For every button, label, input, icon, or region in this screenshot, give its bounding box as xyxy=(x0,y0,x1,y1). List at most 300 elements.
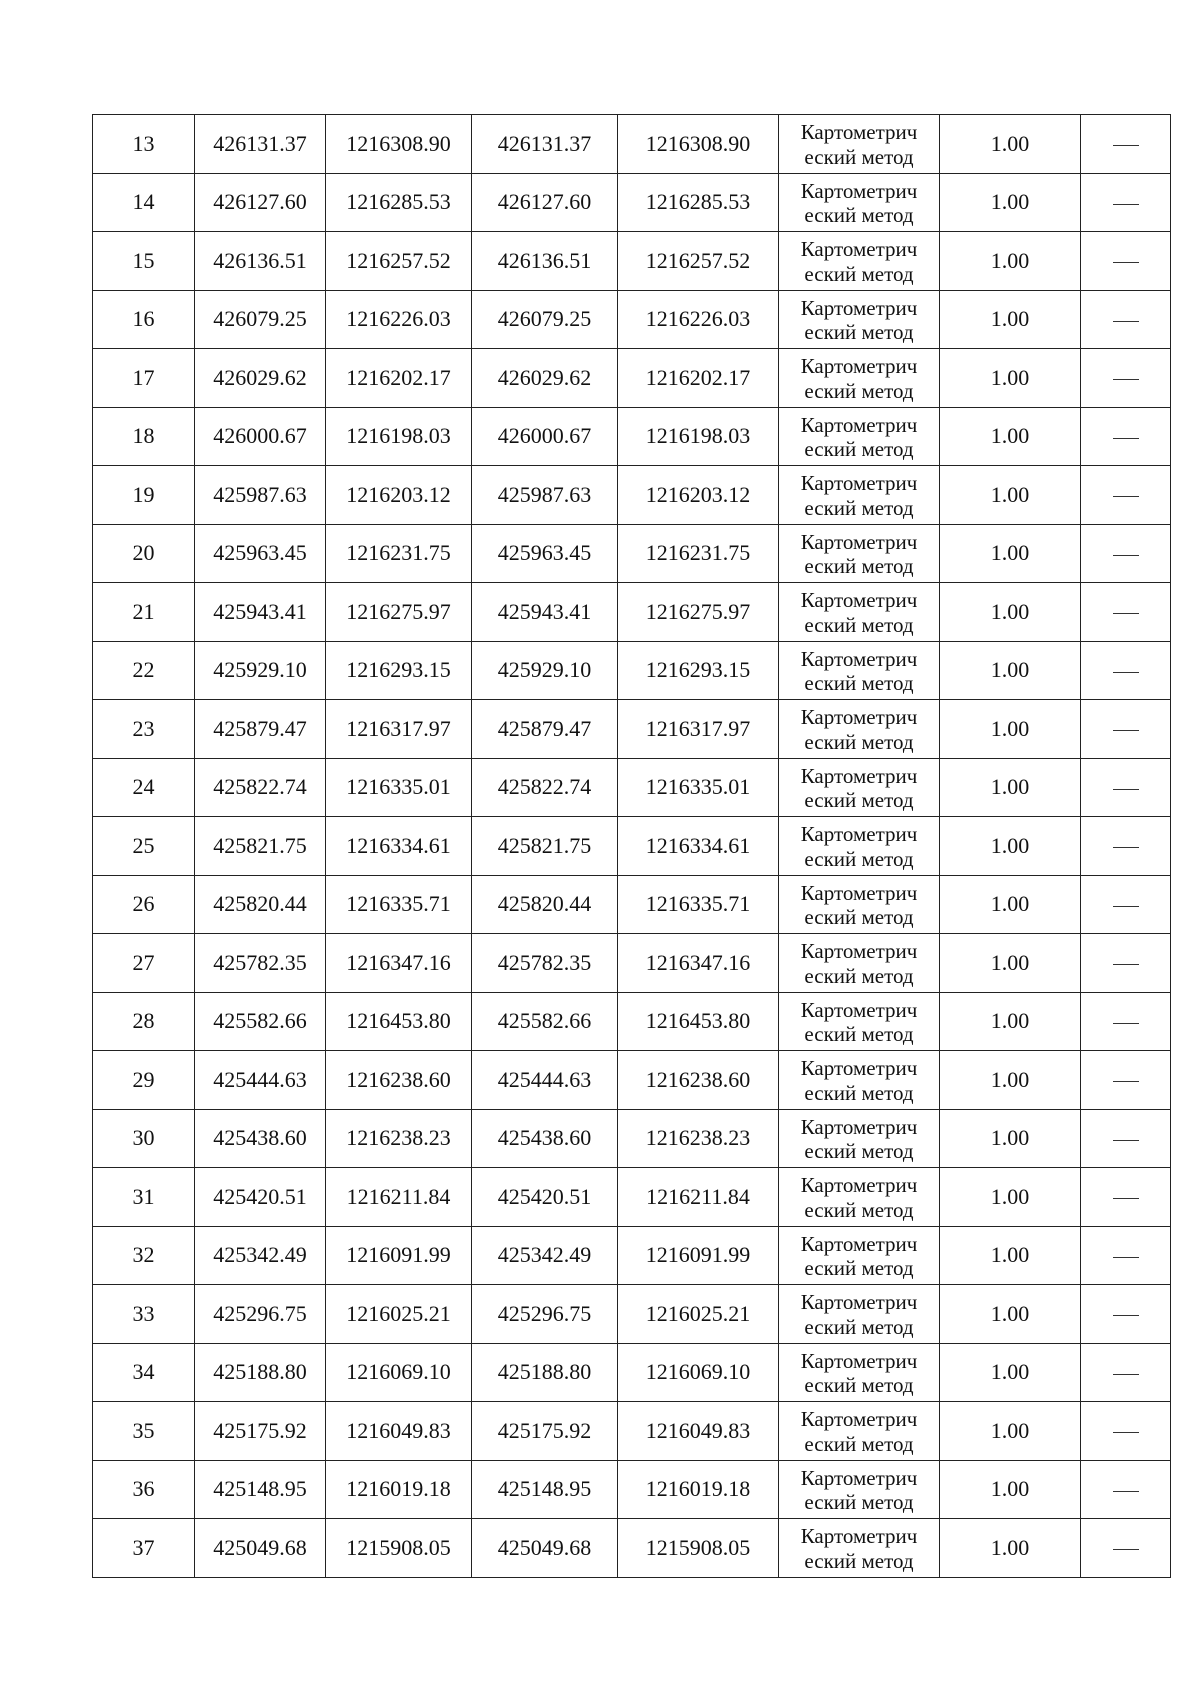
method-line-1: Картометрич xyxy=(800,1173,918,1198)
method-line-1: Картометрич xyxy=(800,1348,918,1373)
x-coordinate-cell: 425943.41 xyxy=(195,583,326,642)
method-line-2: еский метод xyxy=(804,1139,914,1164)
dash-icon xyxy=(1113,1374,1139,1375)
dash-icon xyxy=(1113,906,1139,907)
method-line-1: Картометрич xyxy=(800,471,918,496)
dash-cell xyxy=(1081,1226,1171,1285)
point-number-cell: 19 xyxy=(93,466,195,525)
method-line-1: Картометрич xyxy=(800,354,918,379)
method-cell xyxy=(779,875,940,934)
x-coordinate-2-cell: 425987.63 xyxy=(472,466,618,525)
method-line-1: Картометрич xyxy=(800,1231,918,1256)
method-line-2: еский метод xyxy=(804,261,914,286)
dash-cell xyxy=(1081,1402,1171,1461)
accuracy-cell: 1.00 xyxy=(940,232,1081,291)
point-number-cell: 26 xyxy=(93,875,195,934)
method-line-2: еский метод xyxy=(804,144,914,169)
table-row xyxy=(93,115,1171,174)
point-number-cell: 15 xyxy=(93,232,195,291)
point-number-cell: 31 xyxy=(93,1168,195,1227)
x-coordinate-cell: 425929.10 xyxy=(195,641,326,700)
y-coordinate-cell: 1216069.10 xyxy=(326,1343,472,1402)
point-number-cell: 27 xyxy=(93,934,195,993)
method-line-2: еский метод xyxy=(804,1431,914,1456)
y-coordinate-cell: 1216025.21 xyxy=(326,1285,472,1344)
dash-cell xyxy=(1081,349,1171,408)
method-line-1: Картометрич xyxy=(800,939,918,964)
table-row xyxy=(93,466,1171,525)
y-coordinate-2-cell: 1216275.97 xyxy=(618,583,779,642)
method-line-1: Картометрич xyxy=(800,880,918,905)
x-coordinate-cell: 425822.74 xyxy=(195,758,326,817)
dash-cell xyxy=(1081,992,1171,1051)
method-line-2: еский метод xyxy=(804,788,914,813)
x-coordinate-cell: 426127.60 xyxy=(195,173,326,232)
accuracy-cell: 1.00 xyxy=(940,1168,1081,1227)
table-row xyxy=(93,1285,1171,1344)
method-line-2: еский метод xyxy=(804,495,914,520)
method-cell xyxy=(779,1343,940,1402)
method-line-1: Картометрич xyxy=(800,822,918,847)
table-row xyxy=(93,1109,1171,1168)
dash-icon xyxy=(1113,613,1139,614)
table-row xyxy=(93,1226,1171,1285)
y-coordinate-2-cell: 1216317.97 xyxy=(618,700,779,759)
x-coordinate-2-cell: 425782.35 xyxy=(472,934,618,993)
y-coordinate-2-cell: 1216293.15 xyxy=(618,641,779,700)
y-coordinate-cell: 1216198.03 xyxy=(326,407,472,466)
y-coordinate-cell: 1216257.52 xyxy=(326,232,472,291)
method-cell xyxy=(779,817,940,876)
y-coordinate-cell: 1216335.01 xyxy=(326,758,472,817)
table-row xyxy=(93,1168,1171,1227)
point-number-cell: 21 xyxy=(93,583,195,642)
dash-cell xyxy=(1081,1285,1171,1344)
y-coordinate-2-cell: 1216308.90 xyxy=(618,115,779,174)
table-row xyxy=(93,992,1171,1051)
method-line-2: еский метод xyxy=(804,1080,914,1105)
method-cell xyxy=(779,407,940,466)
method-cell xyxy=(779,1519,940,1578)
x-coordinate-2-cell: 425929.10 xyxy=(472,641,618,700)
point-number-cell: 30 xyxy=(93,1109,195,1168)
accuracy-cell: 1.00 xyxy=(940,875,1081,934)
point-number-cell: 22 xyxy=(93,641,195,700)
dash-cell xyxy=(1081,700,1171,759)
table-row xyxy=(93,1402,1171,1461)
accuracy-cell: 1.00 xyxy=(940,1051,1081,1110)
table-row xyxy=(93,700,1171,759)
method-line-1: Картометрич xyxy=(800,120,918,145)
dash-icon xyxy=(1113,1549,1139,1550)
method-line-1: Картометрич xyxy=(800,1407,918,1432)
dash-icon xyxy=(1113,1023,1139,1024)
dash-icon xyxy=(1113,496,1139,497)
x-coordinate-cell: 426131.37 xyxy=(195,115,326,174)
coordinates-table xyxy=(92,114,1171,1578)
y-coordinate-cell: 1216347.16 xyxy=(326,934,472,993)
y-coordinate-cell: 1216203.12 xyxy=(326,466,472,525)
method-cell xyxy=(779,1402,940,1461)
x-coordinate-cell: 425963.45 xyxy=(195,524,326,583)
table-row xyxy=(93,641,1171,700)
method-line-1: Картометрич xyxy=(800,646,918,671)
dash-cell xyxy=(1081,524,1171,583)
y-coordinate-2-cell: 1216202.17 xyxy=(618,349,779,408)
method-line-2: еский метод xyxy=(804,437,914,462)
dash-cell xyxy=(1081,641,1171,700)
point-number-cell: 20 xyxy=(93,524,195,583)
method-line-1: Картометрич xyxy=(800,1056,918,1081)
x-coordinate-2-cell: 425049.68 xyxy=(472,1519,618,1578)
x-coordinate-cell: 425438.60 xyxy=(195,1109,326,1168)
y-coordinate-2-cell: 1216238.23 xyxy=(618,1109,779,1168)
accuracy-cell: 1.00 xyxy=(940,407,1081,466)
table-row xyxy=(93,349,1171,408)
y-coordinate-cell: 1216238.60 xyxy=(326,1051,472,1110)
y-coordinate-cell: 1216285.53 xyxy=(326,173,472,232)
x-coordinate-cell: 425582.66 xyxy=(195,992,326,1051)
point-number-cell: 18 xyxy=(93,407,195,466)
method-cell xyxy=(779,349,940,408)
point-number-cell: 17 xyxy=(93,349,195,408)
dash-cell xyxy=(1081,1109,1171,1168)
method-cell xyxy=(779,700,940,759)
x-coordinate-2-cell: 425342.49 xyxy=(472,1226,618,1285)
accuracy-cell: 1.00 xyxy=(940,758,1081,817)
x-coordinate-2-cell: 425444.63 xyxy=(472,1051,618,1110)
dash-cell xyxy=(1081,758,1171,817)
method-cell xyxy=(779,1109,940,1168)
point-number-cell: 33 xyxy=(93,1285,195,1344)
y-coordinate-cell: 1216453.80 xyxy=(326,992,472,1051)
y-coordinate-2-cell: 1216198.03 xyxy=(618,407,779,466)
x-coordinate-2-cell: 426136.51 xyxy=(472,232,618,291)
method-cell xyxy=(779,1460,940,1519)
table-row xyxy=(93,173,1171,232)
y-coordinate-cell: 1216019.18 xyxy=(326,1460,472,1519)
dash-icon xyxy=(1113,262,1139,263)
accuracy-cell: 1.00 xyxy=(940,115,1081,174)
dash-cell xyxy=(1081,115,1171,174)
method-line-2: еский метод xyxy=(804,1548,914,1573)
x-coordinate-cell: 425879.47 xyxy=(195,700,326,759)
point-number-cell: 14 xyxy=(93,173,195,232)
y-coordinate-2-cell: 1216025.21 xyxy=(618,1285,779,1344)
dash-icon xyxy=(1113,1140,1139,1141)
y-coordinate-2-cell: 1216285.53 xyxy=(618,173,779,232)
method-line-2: еский метод xyxy=(804,963,914,988)
point-number-cell: 34 xyxy=(93,1343,195,1402)
y-coordinate-2-cell: 1216049.83 xyxy=(618,1402,779,1461)
table-row xyxy=(93,817,1171,876)
dash-icon xyxy=(1113,730,1139,731)
x-coordinate-2-cell: 426029.62 xyxy=(472,349,618,408)
x-coordinate-2-cell: 425820.44 xyxy=(472,875,618,934)
table-row xyxy=(93,758,1171,817)
x-coordinate-cell: 425342.49 xyxy=(195,1226,326,1285)
method-line-2: еский метод xyxy=(804,729,914,754)
point-number-cell: 24 xyxy=(93,758,195,817)
table-row xyxy=(93,1519,1171,1578)
table-row xyxy=(93,934,1171,993)
y-coordinate-cell: 1216226.03 xyxy=(326,290,472,349)
point-number-cell: 35 xyxy=(93,1402,195,1461)
accuracy-cell: 1.00 xyxy=(940,641,1081,700)
method-line-1: Картометрич xyxy=(800,295,918,320)
method-line-2: еский метод xyxy=(804,1373,914,1398)
x-coordinate-2-cell: 426000.67 xyxy=(472,407,618,466)
dash-cell xyxy=(1081,817,1171,876)
method-line-2: еский метод xyxy=(804,1314,914,1339)
dash-cell xyxy=(1081,407,1171,466)
y-coordinate-cell: 1216238.23 xyxy=(326,1109,472,1168)
table-row xyxy=(93,524,1171,583)
y-coordinate-cell: 1216049.83 xyxy=(326,1402,472,1461)
x-coordinate-2-cell: 425188.80 xyxy=(472,1343,618,1402)
method-line-1: Картометрич xyxy=(800,1114,918,1139)
method-line-2: еский метод xyxy=(804,378,914,403)
method-cell xyxy=(779,758,940,817)
y-coordinate-cell: 1216275.97 xyxy=(326,583,472,642)
y-coordinate-2-cell: 1215908.05 xyxy=(618,1519,779,1578)
accuracy-cell: 1.00 xyxy=(940,1226,1081,1285)
method-line-1: Картометрич xyxy=(800,178,918,203)
accuracy-cell: 1.00 xyxy=(940,349,1081,408)
x-coordinate-2-cell: 425821.75 xyxy=(472,817,618,876)
x-coordinate-2-cell: 425943.41 xyxy=(472,583,618,642)
dash-icon xyxy=(1113,672,1139,673)
y-coordinate-cell: 1216091.99 xyxy=(326,1226,472,1285)
x-coordinate-2-cell: 425879.47 xyxy=(472,700,618,759)
point-number-cell: 28 xyxy=(93,992,195,1051)
accuracy-cell: 1.00 xyxy=(940,1402,1081,1461)
accuracy-cell: 1.00 xyxy=(940,1460,1081,1519)
x-coordinate-cell: 426000.67 xyxy=(195,407,326,466)
table-row xyxy=(93,1460,1171,1519)
x-coordinate-2-cell: 426079.25 xyxy=(472,290,618,349)
method-line-1: Картометрич xyxy=(800,1524,918,1549)
accuracy-cell: 1.00 xyxy=(940,524,1081,583)
method-line-2: еский метод xyxy=(804,320,914,345)
method-line-2: еский метод xyxy=(804,1197,914,1222)
y-coordinate-2-cell: 1216231.75 xyxy=(618,524,779,583)
dash-cell xyxy=(1081,232,1171,291)
y-coordinate-2-cell: 1216203.12 xyxy=(618,466,779,525)
table-row xyxy=(93,875,1171,934)
x-coordinate-cell: 425420.51 xyxy=(195,1168,326,1227)
accuracy-cell: 1.00 xyxy=(940,1285,1081,1344)
method-line-1: Картометрич xyxy=(800,997,918,1022)
y-coordinate-2-cell: 1216091.99 xyxy=(618,1226,779,1285)
y-coordinate-2-cell: 1216334.61 xyxy=(618,817,779,876)
table-row xyxy=(93,1051,1171,1110)
y-coordinate-cell: 1216202.17 xyxy=(326,349,472,408)
point-number-cell: 36 xyxy=(93,1460,195,1519)
dash-cell xyxy=(1081,1519,1171,1578)
dash-icon xyxy=(1113,438,1139,439)
y-coordinate-cell: 1216231.75 xyxy=(326,524,472,583)
table-row xyxy=(93,583,1171,642)
point-number-cell: 13 xyxy=(93,115,195,174)
dash-icon xyxy=(1113,1081,1139,1082)
method-cell xyxy=(779,1051,940,1110)
method-cell xyxy=(779,524,940,583)
dash-icon xyxy=(1113,1257,1139,1258)
dash-icon xyxy=(1113,145,1139,146)
method-cell xyxy=(779,115,940,174)
method-line-2: еский метод xyxy=(804,1022,914,1047)
accuracy-cell: 1.00 xyxy=(940,700,1081,759)
y-coordinate-2-cell: 1216069.10 xyxy=(618,1343,779,1402)
x-coordinate-2-cell: 426131.37 xyxy=(472,115,618,174)
method-cell xyxy=(779,934,940,993)
table-row xyxy=(93,232,1171,291)
dash-icon xyxy=(1113,379,1139,380)
dash-cell xyxy=(1081,934,1171,993)
dash-icon xyxy=(1113,321,1139,322)
table-row xyxy=(93,407,1171,466)
x-coordinate-2-cell: 426127.60 xyxy=(472,173,618,232)
x-coordinate-cell: 425782.35 xyxy=(195,934,326,993)
method-cell xyxy=(779,1226,940,1285)
method-cell xyxy=(779,1285,940,1344)
x-coordinate-2-cell: 425822.74 xyxy=(472,758,618,817)
method-line-2: еский метод xyxy=(804,846,914,871)
accuracy-cell: 1.00 xyxy=(940,466,1081,525)
accuracy-cell: 1.00 xyxy=(940,992,1081,1051)
dash-cell xyxy=(1081,1460,1171,1519)
x-coordinate-2-cell: 425963.45 xyxy=(472,524,618,583)
method-line-2: еский метод xyxy=(804,671,914,696)
point-number-cell: 25 xyxy=(93,817,195,876)
method-cell xyxy=(779,641,940,700)
dash-cell xyxy=(1081,1343,1171,1402)
table-body xyxy=(93,115,1171,1578)
y-coordinate-cell: 1216317.97 xyxy=(326,700,472,759)
method-line-1: Картометрич xyxy=(800,705,918,730)
accuracy-cell: 1.00 xyxy=(940,817,1081,876)
y-coordinate-cell: 1216335.71 xyxy=(326,875,472,934)
accuracy-cell: 1.00 xyxy=(940,290,1081,349)
accuracy-cell: 1.00 xyxy=(940,1343,1081,1402)
dash-cell xyxy=(1081,1051,1171,1110)
x-coordinate-2-cell: 425175.92 xyxy=(472,1402,618,1461)
y-coordinate-2-cell: 1216347.16 xyxy=(618,934,779,993)
method-line-1: Картометрич xyxy=(800,588,918,613)
x-coordinate-cell: 425444.63 xyxy=(195,1051,326,1110)
method-cell xyxy=(779,466,940,525)
x-coordinate-cell: 425296.75 xyxy=(195,1285,326,1344)
dash-icon xyxy=(1113,847,1139,848)
x-coordinate-cell: 425987.63 xyxy=(195,466,326,525)
dash-icon xyxy=(1113,1432,1139,1433)
y-coordinate-2-cell: 1216257.52 xyxy=(618,232,779,291)
dash-icon xyxy=(1113,789,1139,790)
method-cell xyxy=(779,173,940,232)
method-line-2: еский метод xyxy=(804,612,914,637)
dash-cell xyxy=(1081,466,1171,525)
table-row xyxy=(93,1343,1171,1402)
y-coordinate-2-cell: 1216335.01 xyxy=(618,758,779,817)
dash-cell xyxy=(1081,583,1171,642)
method-line-2: еский метод xyxy=(804,1256,914,1281)
dash-cell xyxy=(1081,290,1171,349)
x-coordinate-2-cell: 425148.95 xyxy=(472,1460,618,1519)
method-line-2: еский метод xyxy=(804,203,914,228)
y-coordinate-2-cell: 1216211.84 xyxy=(618,1168,779,1227)
method-cell xyxy=(779,1168,940,1227)
dash-cell xyxy=(1081,875,1171,934)
accuracy-cell: 1.00 xyxy=(940,1519,1081,1578)
method-line-1: Картометрич xyxy=(800,529,918,554)
method-cell xyxy=(779,992,940,1051)
point-number-cell: 29 xyxy=(93,1051,195,1110)
method-line-2: еский метод xyxy=(804,1490,914,1515)
method-cell xyxy=(779,290,940,349)
y-coordinate-2-cell: 1216335.71 xyxy=(618,875,779,934)
accuracy-cell: 1.00 xyxy=(940,934,1081,993)
method-line-2: еский метод xyxy=(804,554,914,579)
point-number-cell: 23 xyxy=(93,700,195,759)
x-coordinate-cell: 425148.95 xyxy=(195,1460,326,1519)
dash-cell xyxy=(1081,173,1171,232)
method-line-2: еский метод xyxy=(804,905,914,930)
x-coordinate-2-cell: 425438.60 xyxy=(472,1109,618,1168)
point-number-cell: 37 xyxy=(93,1519,195,1578)
method-cell xyxy=(779,583,940,642)
x-coordinate-cell: 426136.51 xyxy=(195,232,326,291)
y-coordinate-cell: 1215908.05 xyxy=(326,1519,472,1578)
table-row xyxy=(93,290,1171,349)
x-coordinate-cell: 425175.92 xyxy=(195,1402,326,1461)
y-coordinate-2-cell: 1216238.60 xyxy=(618,1051,779,1110)
point-number-cell: 16 xyxy=(93,290,195,349)
method-line-1: Картометрич xyxy=(800,763,918,788)
dash-icon xyxy=(1113,204,1139,205)
method-line-1: Картометрич xyxy=(800,1465,918,1490)
x-coordinate-2-cell: 425582.66 xyxy=(472,992,618,1051)
y-coordinate-2-cell: 1216019.18 xyxy=(618,1460,779,1519)
method-line-1: Картометрич xyxy=(800,412,918,437)
x-coordinate-cell: 425049.68 xyxy=(195,1519,326,1578)
dash-icon xyxy=(1113,555,1139,556)
x-coordinate-cell: 426079.25 xyxy=(195,290,326,349)
dash-icon xyxy=(1113,1315,1139,1316)
x-coordinate-2-cell: 425296.75 xyxy=(472,1285,618,1344)
dash-icon xyxy=(1113,964,1139,965)
y-coordinate-2-cell: 1216453.80 xyxy=(618,992,779,1051)
y-coordinate-cell: 1216211.84 xyxy=(326,1168,472,1227)
x-coordinate-cell: 426029.62 xyxy=(195,349,326,408)
dash-icon xyxy=(1113,1198,1139,1199)
method-line-1: Картометрич xyxy=(800,1290,918,1315)
dash-icon xyxy=(1113,1491,1139,1492)
dash-cell xyxy=(1081,1168,1171,1227)
y-coordinate-2-cell: 1216226.03 xyxy=(618,290,779,349)
y-coordinate-cell: 1216308.90 xyxy=(326,115,472,174)
method-line-1: Картометрич xyxy=(800,237,918,262)
x-coordinate-cell: 425820.44 xyxy=(195,875,326,934)
accuracy-cell: 1.00 xyxy=(940,1109,1081,1168)
x-coordinate-cell: 425188.80 xyxy=(195,1343,326,1402)
y-coordinate-cell: 1216334.61 xyxy=(326,817,472,876)
y-coordinate-cell: 1216293.15 xyxy=(326,641,472,700)
x-coordinate-2-cell: 425420.51 xyxy=(472,1168,618,1227)
point-number-cell: 32 xyxy=(93,1226,195,1285)
accuracy-cell: 1.00 xyxy=(940,173,1081,232)
x-coordinate-cell: 425821.75 xyxy=(195,817,326,876)
